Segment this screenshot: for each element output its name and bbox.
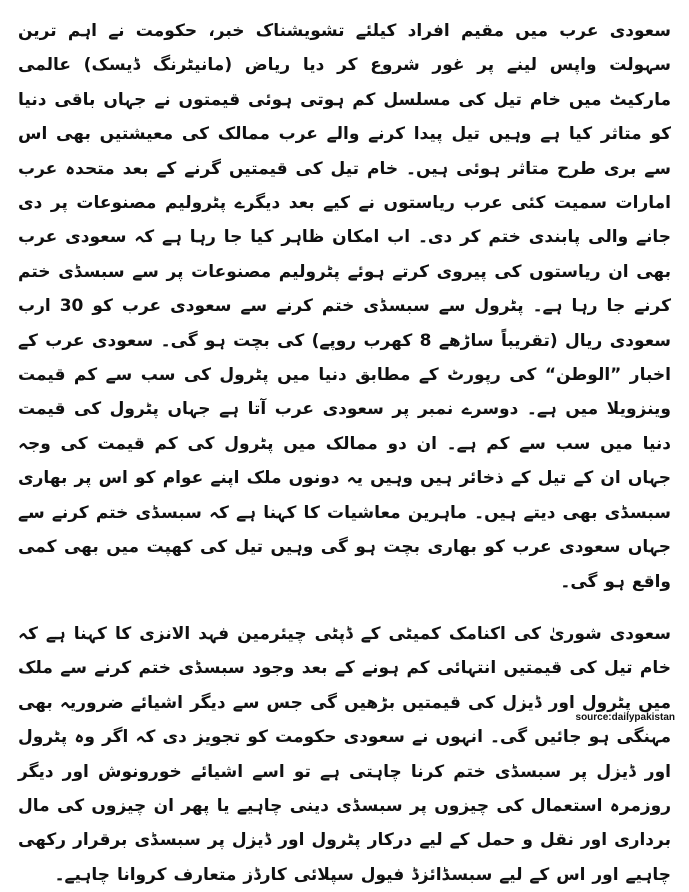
paragraph-2: سعودی شوریٰ کی اکنامک کمیٹی کے ڈپٹی چیئرمین فہد الانزی کا کہنا ہے کہ خام تیل کی قیمتیں انتہائی کم ہونے کے بعد وجود سبسڈی ختم کرنے سے ملک میں پٹرول اور ڈیزل کی قیمتیں بڑھیں گی جس سے دیگر اشیائے ضروریہ بھی مہنگی ہو جائیں گی۔ انہوں نے سعودی حکومت کو تجویز دی کہ اگر وہ پٹرول اور ڈیزل پر سبسڈی ختم کرنا چاہتی ہے تو اسے اشیائے خورونوش اور دیگر روزمرہ استعمال کی چیزوں پر سبسڈی دینی چاہیے یا پھر ان چیزوں کی مال برداری اور نقل و حمل کے لیے درکار پٹرول اور ڈیزل پر سبسڈی برقرار رکھی چاہیے اور اس کے لیے سبسڈائزڈ فیول سپلائی کارڈز متعارف کروانا چاہیے۔: [18, 623, 671, 885]
paragraph-1: سعودی عرب میں مقیم افراد کیلئے تشویشناک خبر، حکومت نے اہم ترین سہولت واپس لینے پر غور شروع کر دیا ریاض (مانیٹرنگ ڈیسک) عالمی مارکیٹ میں خام تیل کی مسلسل کم ہوتی ہوئی قیمتوں نے جہاں باقی دنیا کو متاثر کیا ہے وہیں تیل پیدا کرنے والے عرب ممالک کی معیشتیں بھی اس سے بری طرح متاثر ہوئی ہیں۔ خام تیل کی قیمتیں گرنے کے بعد متحدہ عرب امارات سمیت کئی عرب ریاستوں نے کیے بعد دیگرے پٹرولیم مصنوعات پر دی جانے والی پابندی ختم کر دی۔ اب امکان ظاہر کیا جا رہا ہے کہ سعودی عرب بھی ان ریاستوں کی پیروی کرتے ہوئے پٹرولیم مصنوعات پر سے سبسڈی ختم کرنے جا رہا ہے۔ پٹرول سے سبسڈی ختم کرنے سے سعودی عرب کو 30 ارب سعودی ریال (تقریباً ساڑھے 8 کھرب روپے) کی بچت ہو گی۔ سعودی عرب کے اخبار ”الوطن“ کی رپورٹ کے مطابق دنیا میں پٹرول کی سب سے کم قیمت وینزویلا میں ہے۔ دوسرے نمبر پر سعودی عرب آتا ہے جہاں پٹرول کی قیمت دنیا میں سب سے کم ہے۔ ان دو ممالک میں پٹرول کی کم قیمت کی وجہ جہاں ان کے تیل کے ذخائر ہیں وہیں یہ دونوں ملک اپنے عوام کو اس پر بھاری سبسڈی بھی دیتے ہیں۔ ماہرین معاشیات کا کہنا ہے کہ سبسڈی ختم کرنے سے جہاں سعودی عرب کو بھاری بچت ہو گی وہیں تیل کی کھپت میں بھی کمی واقع ہو گی۔: [18, 21, 672, 592]
source-credit: source:dailypakistan: [575, 712, 675, 723]
article-body: [18, 14, 671, 892]
